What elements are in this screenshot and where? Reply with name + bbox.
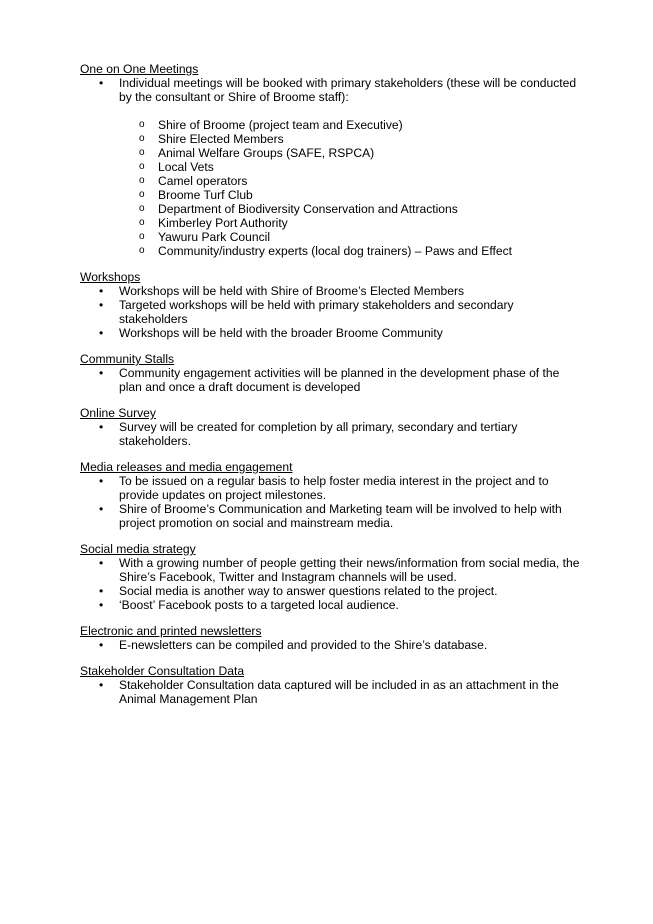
bullet-list [80,76,580,104]
bullet-list [80,638,580,652]
hollow-bullet-icon: o [139,203,145,214]
stakeholder-item [80,230,580,244]
hollow-bullet-icon: o [139,245,145,256]
bullet-list [80,420,580,448]
section-stakeholder-consultation-data [80,664,580,706]
bullet-icon: • [99,474,104,488]
section-heading: Media releases and media engagement [80,460,293,474]
stakeholder-text: Yawuru Park Council [158,230,271,244]
hollow-bullet-icon: o [139,119,145,130]
section-heading: Community Stalls [80,352,175,366]
bullet-icon: • [99,420,104,434]
bullet-text: ‘Boost’ Facebook posts to a targeted local audience. [119,598,399,612]
stakeholder-item [80,174,580,188]
bullet-item [80,598,580,612]
stakeholder-text: Department of Biodiversity Conservation and Attractions [158,202,458,216]
bullet-text: E-newsletters can be compiled and provided to the Shire’s database. [119,638,488,652]
bullet-text: Shire of Broome’s Communication and Marketing team will be involved to help with project promotion on social and mainstream media. [119,502,562,530]
stakeholder-text: Camel operators [158,174,248,188]
bullet-item [80,638,580,652]
section-newsletters [80,624,580,652]
section-online-survey [80,406,580,448]
bullet-icon: • [99,556,104,570]
section-one-on-one-meetings [80,62,580,258]
bullet-icon: • [99,638,104,652]
bullet-text: Workshops will be held with the broader Broome Community [119,326,443,340]
section-heading: Stakeholder Consultation Data [80,664,245,678]
stakeholder-text: Community/industry experts (local dog trainers) – Paws and Effect [158,244,513,258]
bullet-list [80,474,580,530]
stakeholder-item [80,216,580,230]
section-media-releases [80,460,580,530]
bullet-list [80,284,580,340]
stakeholder-item [80,188,580,202]
bullet-list [80,556,580,612]
bullet-item [80,502,580,530]
bullet-text: Community engagement activities will be planned in the development phase of the plan and once a draft document is developed [119,366,560,394]
section-heading: Workshops [80,270,141,284]
bullet-item [80,474,580,502]
bullet-icon: • [99,598,104,612]
stakeholder-text: Broome Turf Club [158,188,253,202]
hollow-bullet-icon: o [139,147,145,158]
bullet-item [80,420,580,448]
bullet-item [80,678,580,706]
bullet-item [80,584,580,598]
bullet-text: Survey will be created for completion by all primary, secondary and tertiary stakeholders. [119,420,518,448]
stakeholder-text: Animal Welfare Groups (SAFE, RSPCA) [158,146,375,160]
bullet-text: Stakeholder Consultation data captured will be included in as an attachment in the Animal Management Plan [119,678,559,706]
hollow-bullet-icon: o [139,175,145,186]
hollow-bullet-icon: o [139,189,145,200]
bullet-item [80,284,580,298]
bullet-item [80,76,580,104]
bullet-icon: • [99,678,104,692]
section-social-media-strategy [80,542,580,612]
bullet-text: Individual meetings will be booked with primary stakeholders (these will be conducted by the consultant or Shire of Broome staff): [119,76,577,104]
hollow-bullet-icon: o [139,133,145,144]
stakeholder-item [80,132,580,146]
section-heading: Social media strategy [80,542,196,556]
bullet-item [80,298,580,326]
section-heading: Electronic and printed newsletters [80,624,262,638]
hollow-bullet-icon: o [139,217,145,228]
bullet-text: Workshops will be held with Shire of Broome’s Elected Members [119,284,465,298]
stakeholder-text: Shire of Broome (project team and Executive) [158,118,403,132]
stakeholder-text: Shire Elected Members [158,132,284,146]
stakeholder-item [80,118,580,132]
stakeholder-item [80,244,580,258]
bullet-list [80,678,580,706]
bullet-item [80,366,580,394]
stakeholder-item [80,160,580,174]
bullet-list [80,366,580,394]
bullet-text: To be issued on a regular basis to help foster media interest in the project and to provide updates on project milestones. [119,474,549,502]
bullet-text: Social media is another way to answer questions related to the project. [119,584,498,598]
bullet-icon: • [99,502,104,516]
section-heading: Online Survey [80,406,156,420]
hollow-bullet-icon: o [139,161,145,172]
bullet-icon: • [99,584,104,598]
stakeholder-item [80,202,580,216]
document-page [80,62,580,718]
bullet-icon: • [99,76,104,90]
bullet-text: Targeted workshops will be held with primary stakeholders and secondary stakeholders [119,298,514,326]
bullet-icon: • [99,366,104,380]
stakeholder-item [80,146,580,160]
bullet-item [80,556,580,584]
section-community-stalls [80,352,580,394]
bullet-icon: • [99,298,104,312]
section-workshops [80,270,580,340]
bullet-text: With a growing number of people getting their news/information from social media, the Shire’s Facebook, Twitter and Instagram channels will be used. [119,556,580,584]
stakeholder-text: Local Vets [158,160,214,174]
section-heading: One on One Meetings [80,62,199,76]
stakeholder-list [80,118,580,258]
bullet-icon: • [99,284,104,298]
bullet-item [80,326,580,340]
stakeholder-text: Kimberley Port Authority [158,216,288,230]
bullet-icon: • [99,326,104,340]
hollow-bullet-icon: o [139,231,145,242]
